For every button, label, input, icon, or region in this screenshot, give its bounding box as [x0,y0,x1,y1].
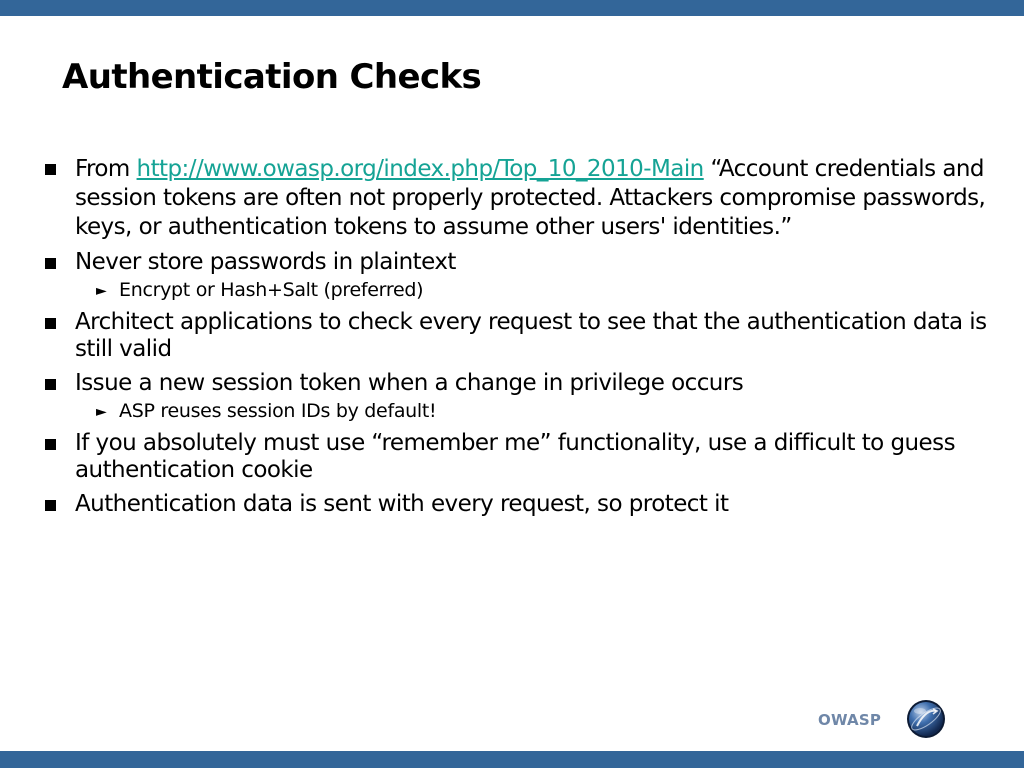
bullet-item: Issue a new session token when a change in privilege occurs [44,370,1012,397]
bottom-bar [0,751,1024,768]
triangle-right-icon: ► [96,404,107,420]
bullet-text: From [75,156,137,182]
bullet-item [44,155,1012,242]
bullet-item: Architect applications to check every request to see that the authentication data is still valid [44,309,1012,363]
logo-text: OWASP [818,711,882,729]
owasp-link[interactable]: http://www.owasp.org/index.php/Top_10_2010-Main [136,156,704,182]
triangle-right-icon: ► [96,283,107,299]
slide-title: Authentication Checks [62,57,482,97]
bullet-text: “Account credentials and session tokens are often not properly protected. Attackers compromise passwords, keys, or authentication tokens to assume other users' identities.” [75,156,986,240]
bullet-item: If you absolutely must use “remember me” functionality, use a difficult to guess authentication cookie [44,430,1012,484]
bullet-item: Never store passwords in plaintext [44,249,1012,276]
globe-icon [906,699,946,739]
owasp-logo [818,697,948,741]
sub-bullet-item [44,400,1012,423]
bullet-list [44,155,1012,525]
sub-bullet-text: ASP reuses session IDs by default! [119,400,437,422]
sub-bullet-item [44,279,1012,302]
top-bar [0,0,1024,16]
sub-bullet-text: Encrypt or Hash+Salt (preferred) [119,279,424,301]
bullet-item: Authentication data is sent with every request, so protect it [44,491,1012,518]
